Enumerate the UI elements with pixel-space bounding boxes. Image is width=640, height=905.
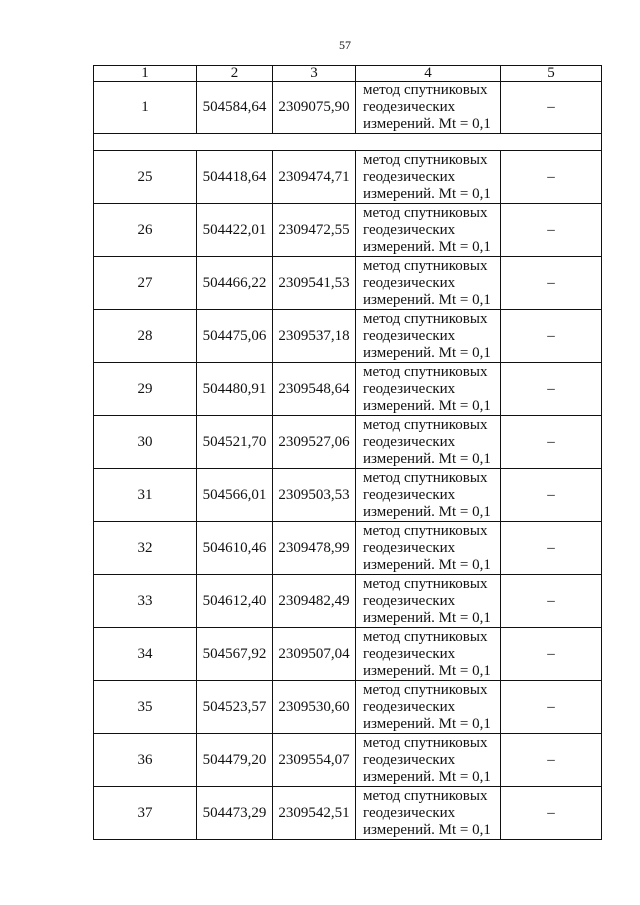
method-line: измерений. Mt = 0,1 [363, 450, 491, 467]
point-number-cell: 29 [94, 363, 197, 416]
x-coordinate-cell: 504480,91 [197, 363, 273, 416]
column-header-2: 2 [197, 66, 273, 82]
note-cell: – [501, 204, 602, 257]
method-line: измерений. Mt = 0,1 [363, 238, 491, 255]
table-row [94, 363, 602, 416]
method-line: метод спутниковых [363, 204, 488, 221]
method-line: геодезических [363, 751, 456, 768]
point-number-cell: 28 [94, 310, 197, 363]
x-coordinate-cell: 504523,57 [197, 681, 273, 734]
coordinates-table [93, 65, 602, 840]
y-coordinate-cell: 2309075,90 [273, 82, 356, 134]
y-coordinate-cell: 2309542,51 [273, 787, 356, 840]
note-cell: – [501, 310, 602, 363]
table-row [94, 787, 602, 840]
method-cell [356, 787, 501, 840]
note-cell: – [501, 363, 602, 416]
x-coordinate-cell: 504521,70 [197, 416, 273, 469]
method-line: метод спутниковых [363, 257, 488, 274]
method-line: геодезических [363, 274, 456, 291]
method-cell [356, 257, 501, 310]
table-row [94, 469, 602, 522]
y-coordinate-cell: 2309507,04 [273, 628, 356, 681]
method-cell [356, 363, 501, 416]
y-coordinate-cell: 2309503,53 [273, 469, 356, 522]
table-header-row [94, 66, 602, 82]
note-cell: – [501, 82, 602, 134]
method-line: геодезических [363, 592, 456, 609]
table-row [94, 522, 602, 575]
y-coordinate-cell: 2309482,49 [273, 575, 356, 628]
x-coordinate-cell: 504418,64 [197, 151, 273, 204]
x-coordinate-cell: 504612,40 [197, 575, 273, 628]
note-cell: – [501, 522, 602, 575]
method-cell [356, 151, 501, 204]
method-cell [356, 681, 501, 734]
method-line: измерений. Mt = 0,1 [363, 556, 491, 573]
y-coordinate-cell: 2309474,71 [273, 151, 356, 204]
x-coordinate-cell: 504566,01 [197, 469, 273, 522]
method-line: метод спутниковых [363, 628, 488, 645]
column-header-1: 1 [94, 66, 197, 82]
table-row [94, 151, 602, 204]
x-coordinate-cell: 504479,20 [197, 734, 273, 787]
column-header-5: 5 [501, 66, 602, 82]
method-line: измерений. Mt = 0,1 [363, 397, 491, 414]
method-line: геодезических [363, 433, 456, 450]
table-body [94, 82, 602, 840]
method-line: геодезических [363, 698, 456, 715]
note-cell: – [501, 575, 602, 628]
y-coordinate-cell: 2309472,55 [273, 204, 356, 257]
method-line: метод спутниковых [363, 734, 488, 751]
table-row [94, 204, 602, 257]
table-row [94, 628, 602, 681]
table-row [94, 681, 602, 734]
y-coordinate-cell: 2309537,18 [273, 310, 356, 363]
method-line: измерений. Mt = 0,1 [363, 609, 491, 626]
page-number: 57 [339, 38, 351, 52]
method-line: измерений. Mt = 0,1 [363, 344, 491, 361]
point-number-cell: 25 [94, 151, 197, 204]
method-line: метод спутниковых [363, 681, 488, 698]
point-number-cell: 1 [94, 82, 197, 134]
x-coordinate-cell: 504610,46 [197, 522, 273, 575]
method-cell [356, 469, 501, 522]
y-coordinate-cell: 2309541,53 [273, 257, 356, 310]
note-cell: – [501, 257, 602, 310]
method-line: метод спутниковых [363, 363, 488, 380]
method-line: метод спутниковых [363, 575, 488, 592]
x-coordinate-cell: 504466,22 [197, 257, 273, 310]
point-number-cell: 33 [94, 575, 197, 628]
table-row [94, 82, 602, 134]
method-line: измерений. Mt = 0,1 [363, 768, 491, 785]
method-cell [356, 310, 501, 363]
method-cell [356, 204, 501, 257]
point-number-cell: 37 [94, 787, 197, 840]
method-line: метод спутниковых [363, 522, 488, 539]
point-number-cell: 26 [94, 204, 197, 257]
point-number-cell: 31 [94, 469, 197, 522]
method-cell [356, 416, 501, 469]
method-line: метод спутниковых [363, 310, 488, 327]
method-line: геодезических [363, 539, 456, 556]
method-line: метод спутниковых [363, 787, 488, 804]
note-cell: – [501, 681, 602, 734]
point-number-cell: 36 [94, 734, 197, 787]
y-coordinate-cell: 2309554,07 [273, 734, 356, 787]
x-coordinate-cell: 504473,29 [197, 787, 273, 840]
method-line: геодезических [363, 645, 456, 662]
method-line: измерений. Mt = 0,1 [363, 116, 491, 132]
table-row [94, 257, 602, 310]
method-cell [356, 734, 501, 787]
table-row [94, 734, 602, 787]
point-number-cell: 34 [94, 628, 197, 681]
method-line: измерений. Mt = 0,1 [363, 715, 491, 732]
y-coordinate-cell: 2309548,64 [273, 363, 356, 416]
table-separator-cell [94, 134, 602, 151]
method-cell [356, 628, 501, 681]
method-line: геодезических [363, 486, 456, 503]
method-cell [356, 82, 501, 134]
point-number-cell: 27 [94, 257, 197, 310]
method-line: геодезических [363, 168, 456, 185]
table-row [94, 575, 602, 628]
column-header-4: 4 [356, 66, 501, 82]
table-row [94, 310, 602, 363]
note-cell: – [501, 787, 602, 840]
method-line: измерений. Mt = 0,1 [363, 185, 491, 202]
column-header-3: 3 [273, 66, 356, 82]
y-coordinate-cell: 2309527,06 [273, 416, 356, 469]
method-cell [356, 575, 501, 628]
method-line: геодезических [363, 99, 456, 115]
method-line: геодезических [363, 221, 456, 238]
x-coordinate-cell: 504475,06 [197, 310, 273, 363]
point-number-cell: 32 [94, 522, 197, 575]
y-coordinate-cell: 2309478,99 [273, 522, 356, 575]
note-cell: – [501, 416, 602, 469]
method-line: геодезических [363, 804, 456, 821]
method-line: метод спутниковых [363, 416, 488, 433]
method-line: измерений. Mt = 0,1 [363, 662, 491, 679]
method-line: метод спутниковых [363, 82, 488, 98]
method-line: метод спутниковых [363, 469, 488, 486]
method-line: геодезических [363, 380, 456, 397]
method-line: метод спутниковых [363, 151, 488, 168]
method-line: измерений. Mt = 0,1 [363, 291, 491, 308]
table-row [94, 416, 602, 469]
note-cell: – [501, 628, 602, 681]
method-cell [356, 522, 501, 575]
x-coordinate-cell: 504567,92 [197, 628, 273, 681]
point-number-cell: 30 [94, 416, 197, 469]
table-separator-row [94, 134, 602, 151]
x-coordinate-cell: 504422,01 [197, 204, 273, 257]
note-cell: – [501, 734, 602, 787]
note-cell: – [501, 469, 602, 522]
note-cell: – [501, 151, 602, 204]
x-coordinate-cell: 504584,64 [197, 82, 273, 134]
coordinates-table-container [93, 65, 601, 840]
method-line: измерений. Mt = 0,1 [363, 821, 491, 838]
method-line: измерений. Mt = 0,1 [363, 503, 491, 520]
method-line: геодезических [363, 327, 456, 344]
point-number-cell: 35 [94, 681, 197, 734]
y-coordinate-cell: 2309530,60 [273, 681, 356, 734]
